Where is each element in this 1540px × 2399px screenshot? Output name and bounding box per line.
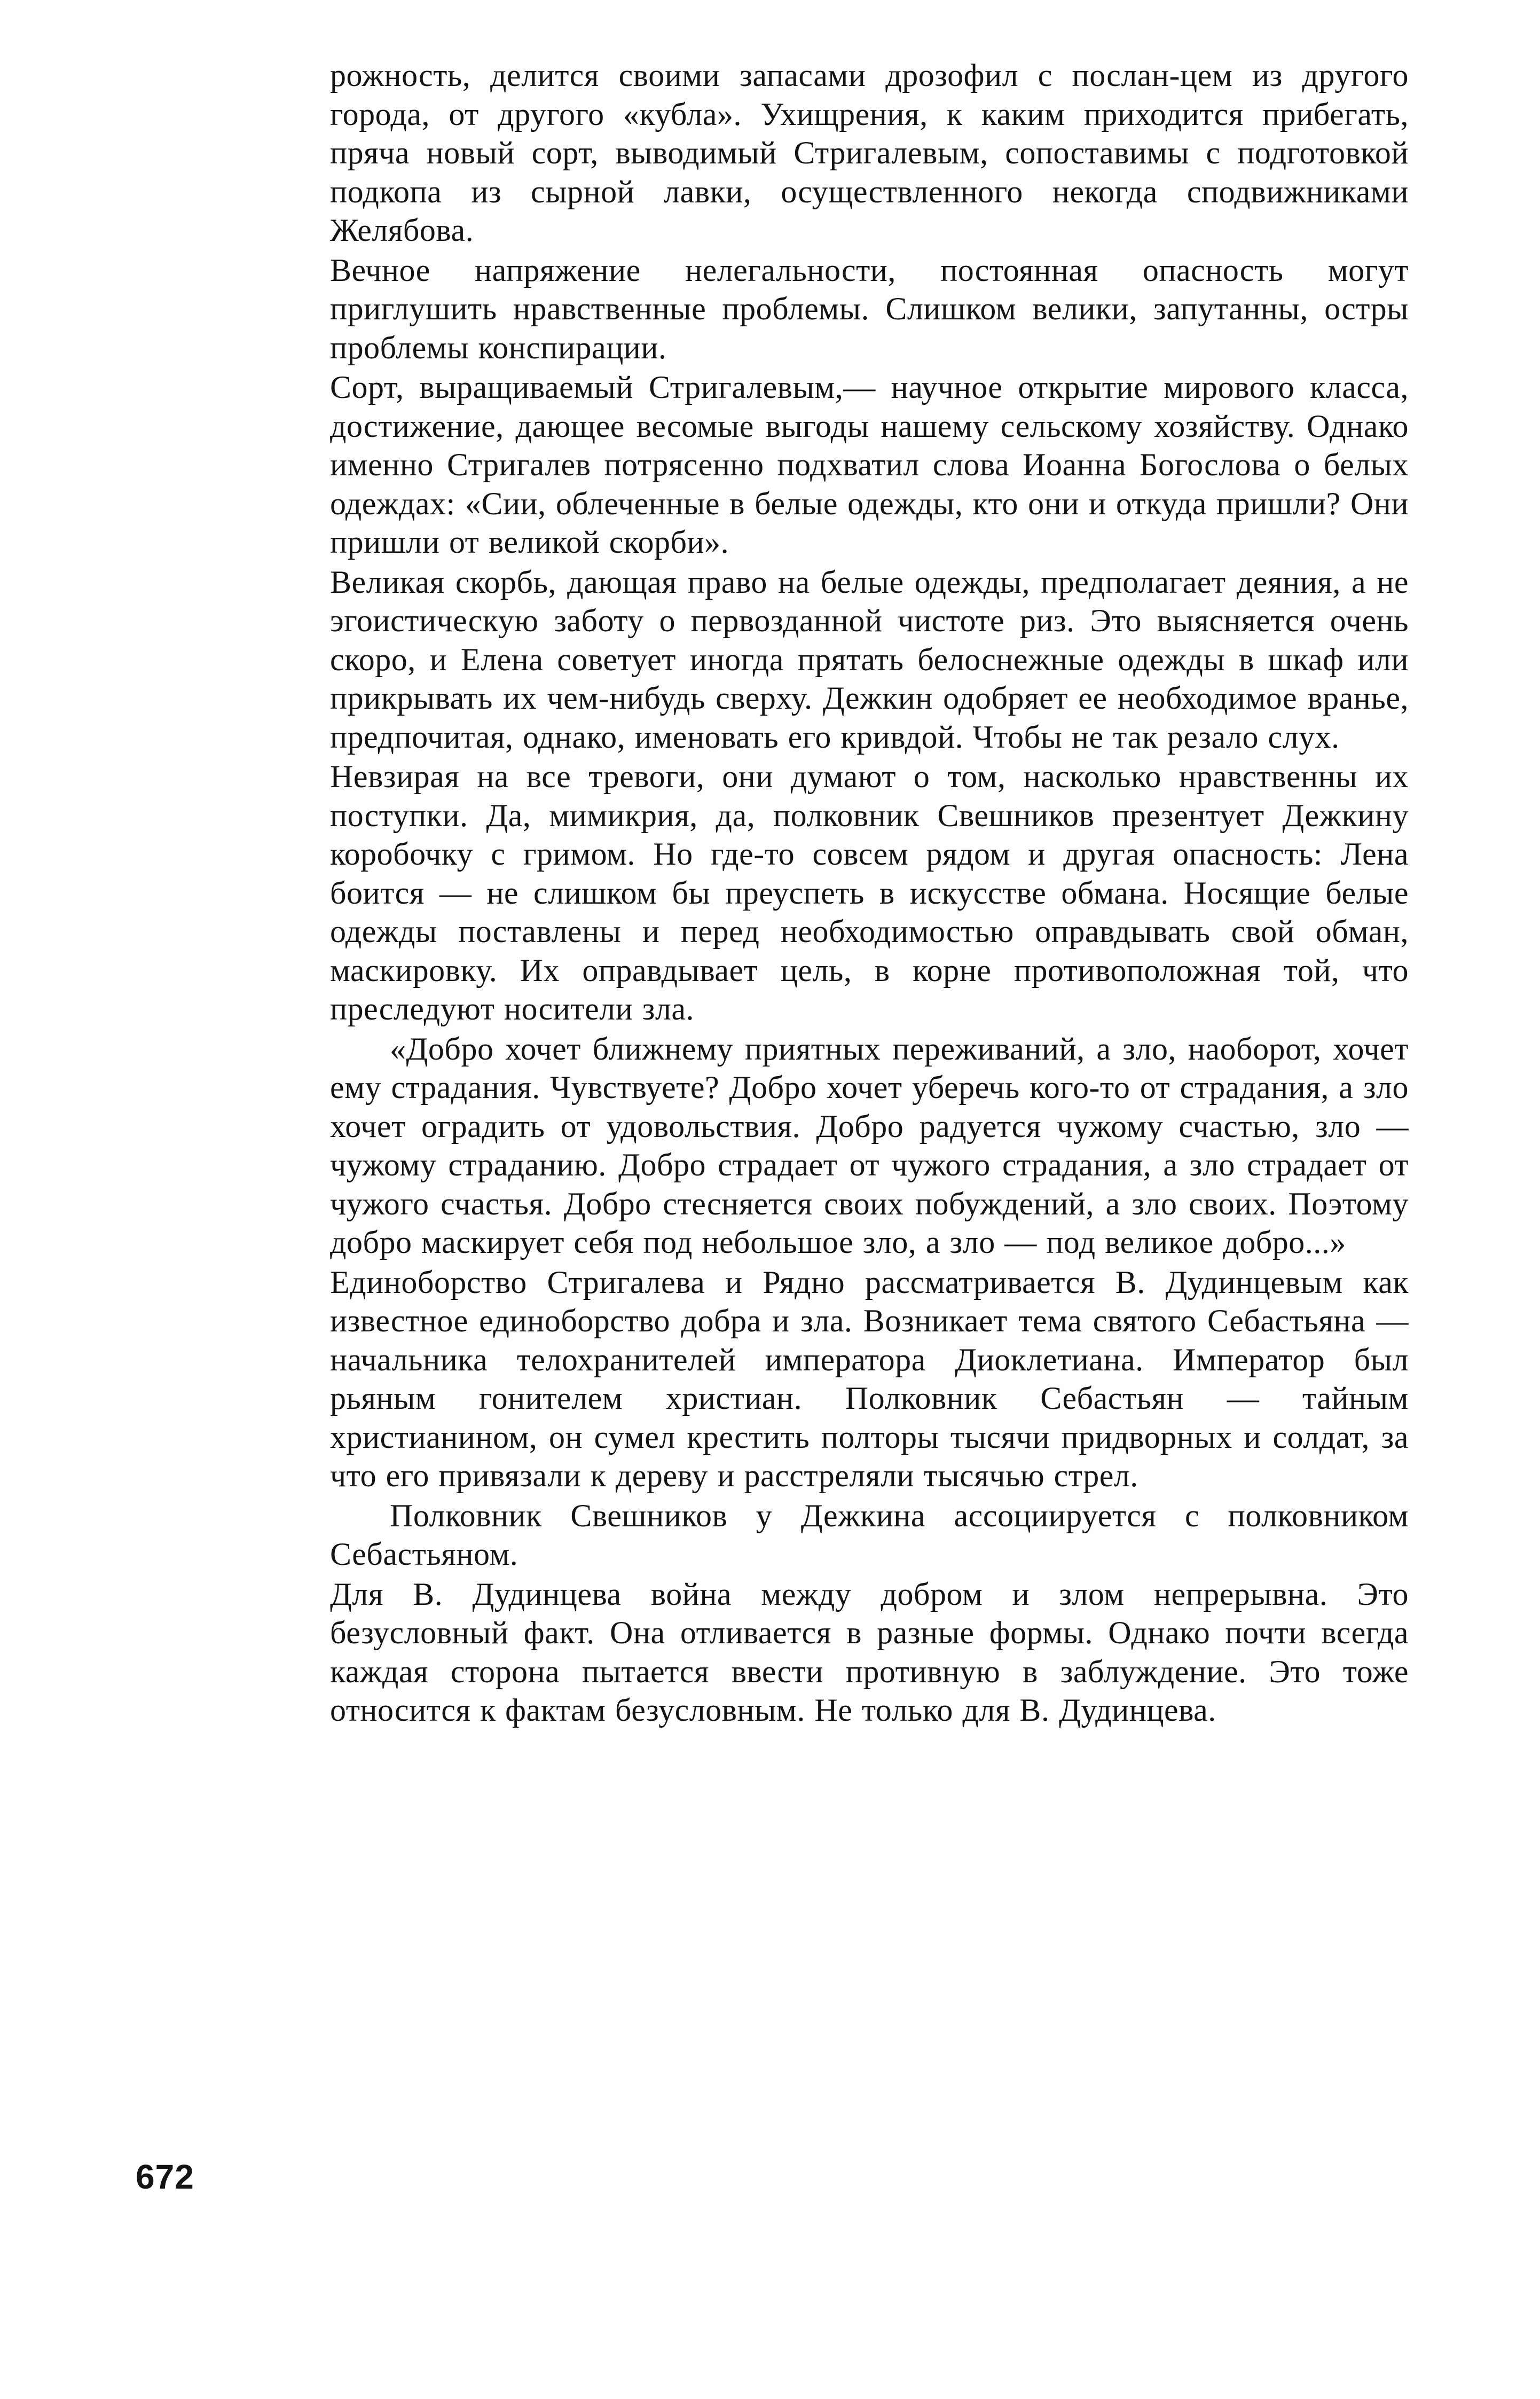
paragraph: рожность, делится своими запасами дрозофил с послан-цем из другого города, от другого «кубла». Ухищрения, к каким приходится прибегать, пряча новый сорт, выводимый Стригалевым, сопоставимы с подготовкой подкопа из сырной лавки, осуществленного некогда сподвижниками Желябова. (330, 58, 1409, 248)
paragraph: Полковник Свешников у Дежкина ассоциируется с полковником Себастьяном. (330, 1498, 1409, 1572)
paragraph: Невзирая на все тревоги, они думают о том, насколько нравственны их поступки. Да, мимикрия, да, полковник Свешников презентует Дежкину коробочку с гримом. Но где-то совсем рядом и другая опасность: Лена боится — не слишком бы преуспеть в искусстве обмана. Носящие белые одежды поставлены и перед необходимостью оправдывать свой обман, маскировку. Их оправдывает цель, в корне противоположная той, что преследуют носители зла. (330, 759, 1409, 1026)
paragraph: Вечное напряжение нелегальности, постоянная опасность могут приглушить нравственные проблемы. Слишком велики, запутанны, остры проблемы конспирации. (330, 252, 1409, 365)
paragraph: Единоборство Стригалева и Рядно рассматривается В. Дудинцевым как известное единоборство добра и зла. Возникает тема святого Себастьяна — начальника телохранителей императора Диоклетиана. Император был рьяным гонителем христиан. Полковник Себастьян — тайным христианином, он сумел крестить полторы тысячи придворных и солдат, за что его привязали к дереву и расстреляли тысячью стрел. (330, 1264, 1409, 1493)
paragraph: Для В. Дудинцева война между добром и злом непрерывна. Это безусловный факт. Она отливается в разные формы. Однако почти всегда каждая сторона пытается ввести противную в заблуждение. Это тоже относится к фактам безусловным. Не только для В. Дудинцева. (330, 1576, 1409, 1728)
quote-paragraph: «Добро хочет ближнему приятных переживаний, а зло, наоборот, хочет ему страдания. Чувствуете? Добро хочет уберечь кого-то от страдания, а зло хочет оградить от удовольствия. Добро радуется чужому счастью, зло — чужому страданию. Добро страдает от чужого страдания, а зло страдает от чужого счастья. Добро стесняется своих побуждений, а зло своих. Поэтому добро маскирует себя под небольшое зло, а зло — под великое добро...» (330, 1031, 1409, 1260)
body-text (330, 56, 1409, 1730)
paragraph: Сорт, выращиваемый Стригалевым,— научное открытие мирового класса, достижение, дающее весомые выгоды нашему сельскому хозяйству. Однако именно Стригалев потрясенно подхватил слова Иоанна Богослова о белых одеждах: «Сии, облеченные в белые одежды, кто они и откуда пришли? Они пришли от великой скорби». (330, 370, 1409, 560)
page-number: 672 (136, 2158, 194, 2196)
paragraph: Великая скорбь, дающая право на белые одежды, предполагает деяния, а не эгоистическую заботу о первозданной чистоте риз. Это выясняется очень скоро, и Елена советует иногда прятать белоснежные одежды в шкаф или прикрывать их чем-нибудь сверху. Дежкин одобряет ее необходимое вранье, предпочитая, однако, именовать его кривдой. Чтобы не так резало слух. (330, 564, 1409, 755)
